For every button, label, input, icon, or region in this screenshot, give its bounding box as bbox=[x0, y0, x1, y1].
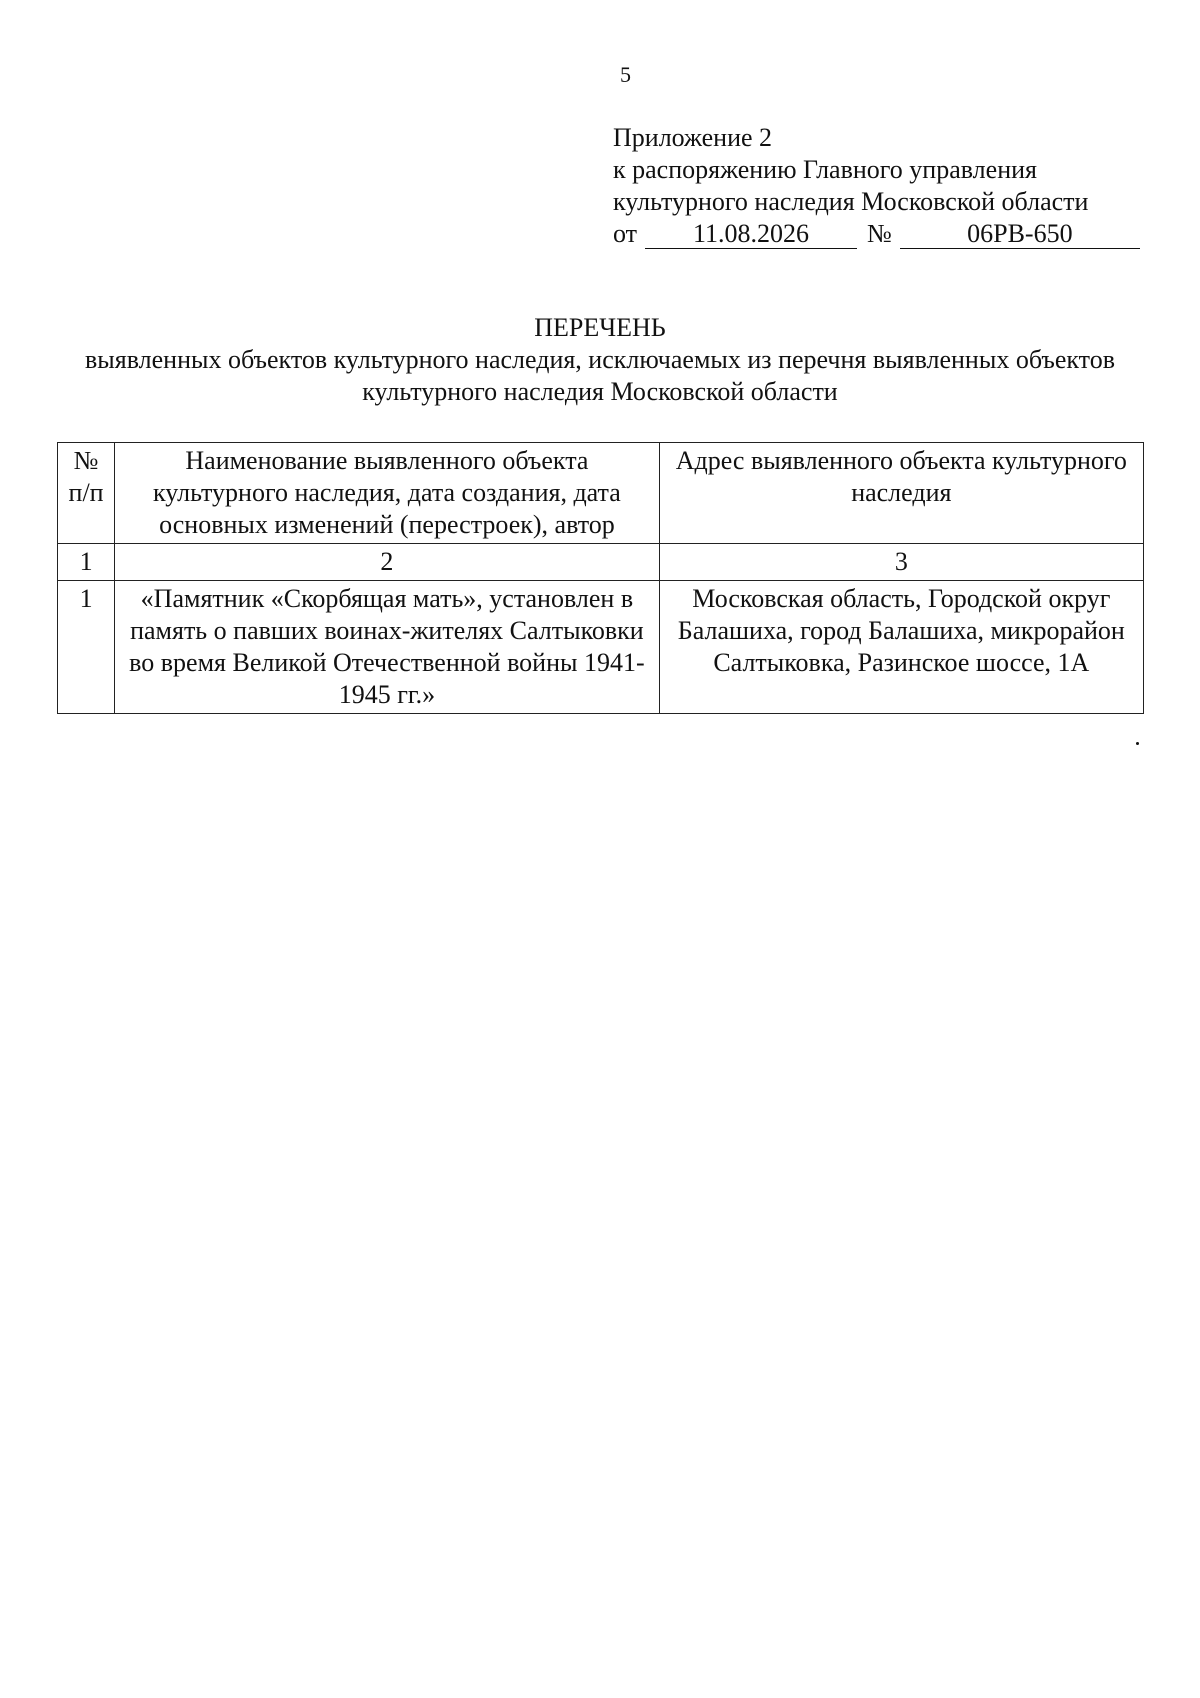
appendix-title: Приложение 2 bbox=[613, 123, 773, 152]
objects-table bbox=[57, 442, 1144, 714]
number-sign: № bbox=[867, 219, 892, 248]
appendix-header bbox=[613, 122, 1140, 250]
appendix-reference: к распоряжению Главного управления bbox=[613, 155, 1037, 184]
table-index-row bbox=[58, 544, 1144, 581]
header-name: Наименование выявленного объекта культурного наследия, дата создания, дата основных изменений (перестроек), автор bbox=[115, 443, 660, 544]
appendix-authority: культурного наследия Московской области bbox=[613, 187, 1089, 216]
stray-dot bbox=[1136, 742, 1139, 745]
order-date: 11.08.2026 bbox=[645, 220, 857, 249]
title-main: ПЕРЕЧЕНЬ bbox=[534, 313, 666, 342]
table-header-row bbox=[58, 443, 1144, 544]
order-number: 06РВ-650 bbox=[900, 220, 1140, 249]
page-number: 5 bbox=[620, 62, 631, 87]
row-num: 1 bbox=[58, 581, 115, 714]
header-num: № п/п bbox=[58, 443, 115, 544]
row-address: Московская область, Городской округ Балашиха, город Балашиха, микрорайон Салтыковка, Разинское шоссе, 1А bbox=[659, 581, 1143, 714]
document-title bbox=[57, 312, 1143, 408]
appendix-date-number-line bbox=[613, 218, 1140, 250]
row-name: «Памятник «Скорбящая мать», установлен в память о павших воинах-жителях Салтыковки во время Великой Отечественной войны 1941-1945 гг.» bbox=[115, 581, 660, 714]
header-address: Адрес выявленного объекта культурного наследия bbox=[659, 443, 1143, 544]
table-row bbox=[58, 581, 1144, 714]
date-prefix: от bbox=[613, 219, 638, 248]
index-cell: 3 bbox=[659, 544, 1143, 581]
index-cell: 2 bbox=[115, 544, 660, 581]
title-subtitle: выявленных объектов культурного наследия, исключаемых из перечня выявленных объектов культурного наследия Московской области bbox=[85, 345, 1115, 406]
index-cell: 1 bbox=[58, 544, 115, 581]
